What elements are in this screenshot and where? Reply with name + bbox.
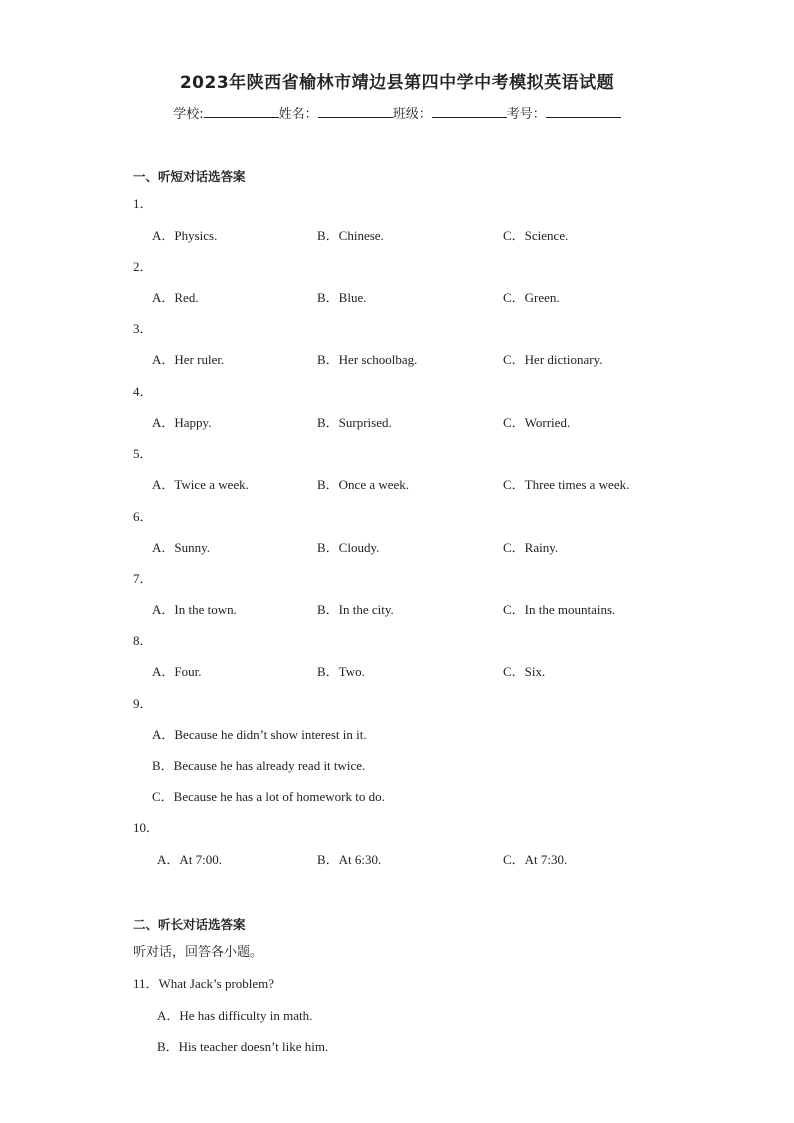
option-c: C．Because he has a lot of homework to do. — [152, 789, 385, 804]
option-b: B．At 6:30. — [317, 852, 382, 867]
option-c: C．Rainy. — [503, 540, 559, 555]
option-a: A．He has difficulty in math. — [157, 1008, 313, 1023]
class-blank[interactable] — [432, 105, 507, 118]
name-blank[interactable] — [318, 105, 393, 118]
school-label: 学校: — [173, 107, 204, 122]
question-number: 10． — [133, 820, 160, 835]
option-c: C．At 7:30. — [503, 852, 568, 867]
option-b: B．Her schoolbag. — [317, 352, 418, 367]
question-number: 5． — [133, 446, 153, 461]
question-number: 2． — [133, 259, 153, 274]
option-a: A．In the town. — [152, 602, 237, 617]
class-label: 班级： — [392, 107, 432, 122]
section-1-heading: 一、听短对话选答案 — [133, 169, 246, 184]
option-a: A．Red. — [152, 290, 199, 305]
option-a: A．Because he didn’t show interest in it. — [152, 727, 367, 742]
question-number: 4． — [133, 384, 153, 399]
school-blank[interactable] — [204, 105, 279, 118]
option-c: C．Six. — [503, 664, 546, 679]
exam-no-blank[interactable] — [546, 105, 621, 118]
question-11-text: 11．What Jack’s problem? — [133, 976, 275, 991]
option-b: B．Chinese. — [317, 228, 384, 243]
option-c: C．Three times a week. — [503, 477, 630, 492]
option-b: B．Once a week. — [317, 477, 410, 492]
question-number: 9． — [133, 696, 153, 711]
option-c: C．In the mountains. — [503, 602, 616, 617]
name-label: 姓名： — [278, 107, 318, 122]
option-a: A．Four. — [152, 664, 202, 679]
question-number: 3． — [133, 321, 153, 336]
exam-no-label: 考号： — [506, 107, 546, 122]
option-b: B．His teacher doesn’t like him. — [157, 1039, 329, 1054]
option-a: A．Happy. — [152, 415, 212, 430]
option-b: B．In the city. — [317, 602, 394, 617]
page-title: 2023年陕西省榆林市靖边县第四中学中考模拟英语试题 — [179, 73, 615, 93]
option-a: A．Twice a week. — [152, 477, 249, 492]
option-b: B．Surprised. — [317, 415, 392, 430]
option-a: A．Sunny. — [152, 540, 211, 555]
option-b: B．Two. — [317, 664, 365, 679]
option-a: A．Her ruler. — [152, 352, 225, 367]
option-a: A．Physics. — [152, 228, 218, 243]
section-2-instruction: 听对话，回答各小题。 — [133, 945, 264, 960]
question-number: 8． — [133, 633, 153, 648]
option-b: B．Cloudy. — [317, 540, 380, 555]
option-c: C．Worried. — [503, 415, 571, 430]
question-number: 6． — [133, 509, 153, 524]
option-a: A．At 7:00. — [157, 852, 223, 867]
student-info-line — [0, 103, 794, 122]
section-2-heading: 二、听长对话选答案 — [133, 917, 246, 932]
question-number: 1． — [133, 196, 153, 211]
option-c: C．Science. — [503, 228, 569, 243]
option-c: C．Her dictionary. — [503, 352, 603, 367]
option-b: B．Because he has already read it twice. — [152, 758, 366, 773]
option-b: B．Blue. — [317, 290, 367, 305]
option-c: C．Green. — [503, 290, 560, 305]
question-number: 7． — [133, 571, 153, 586]
